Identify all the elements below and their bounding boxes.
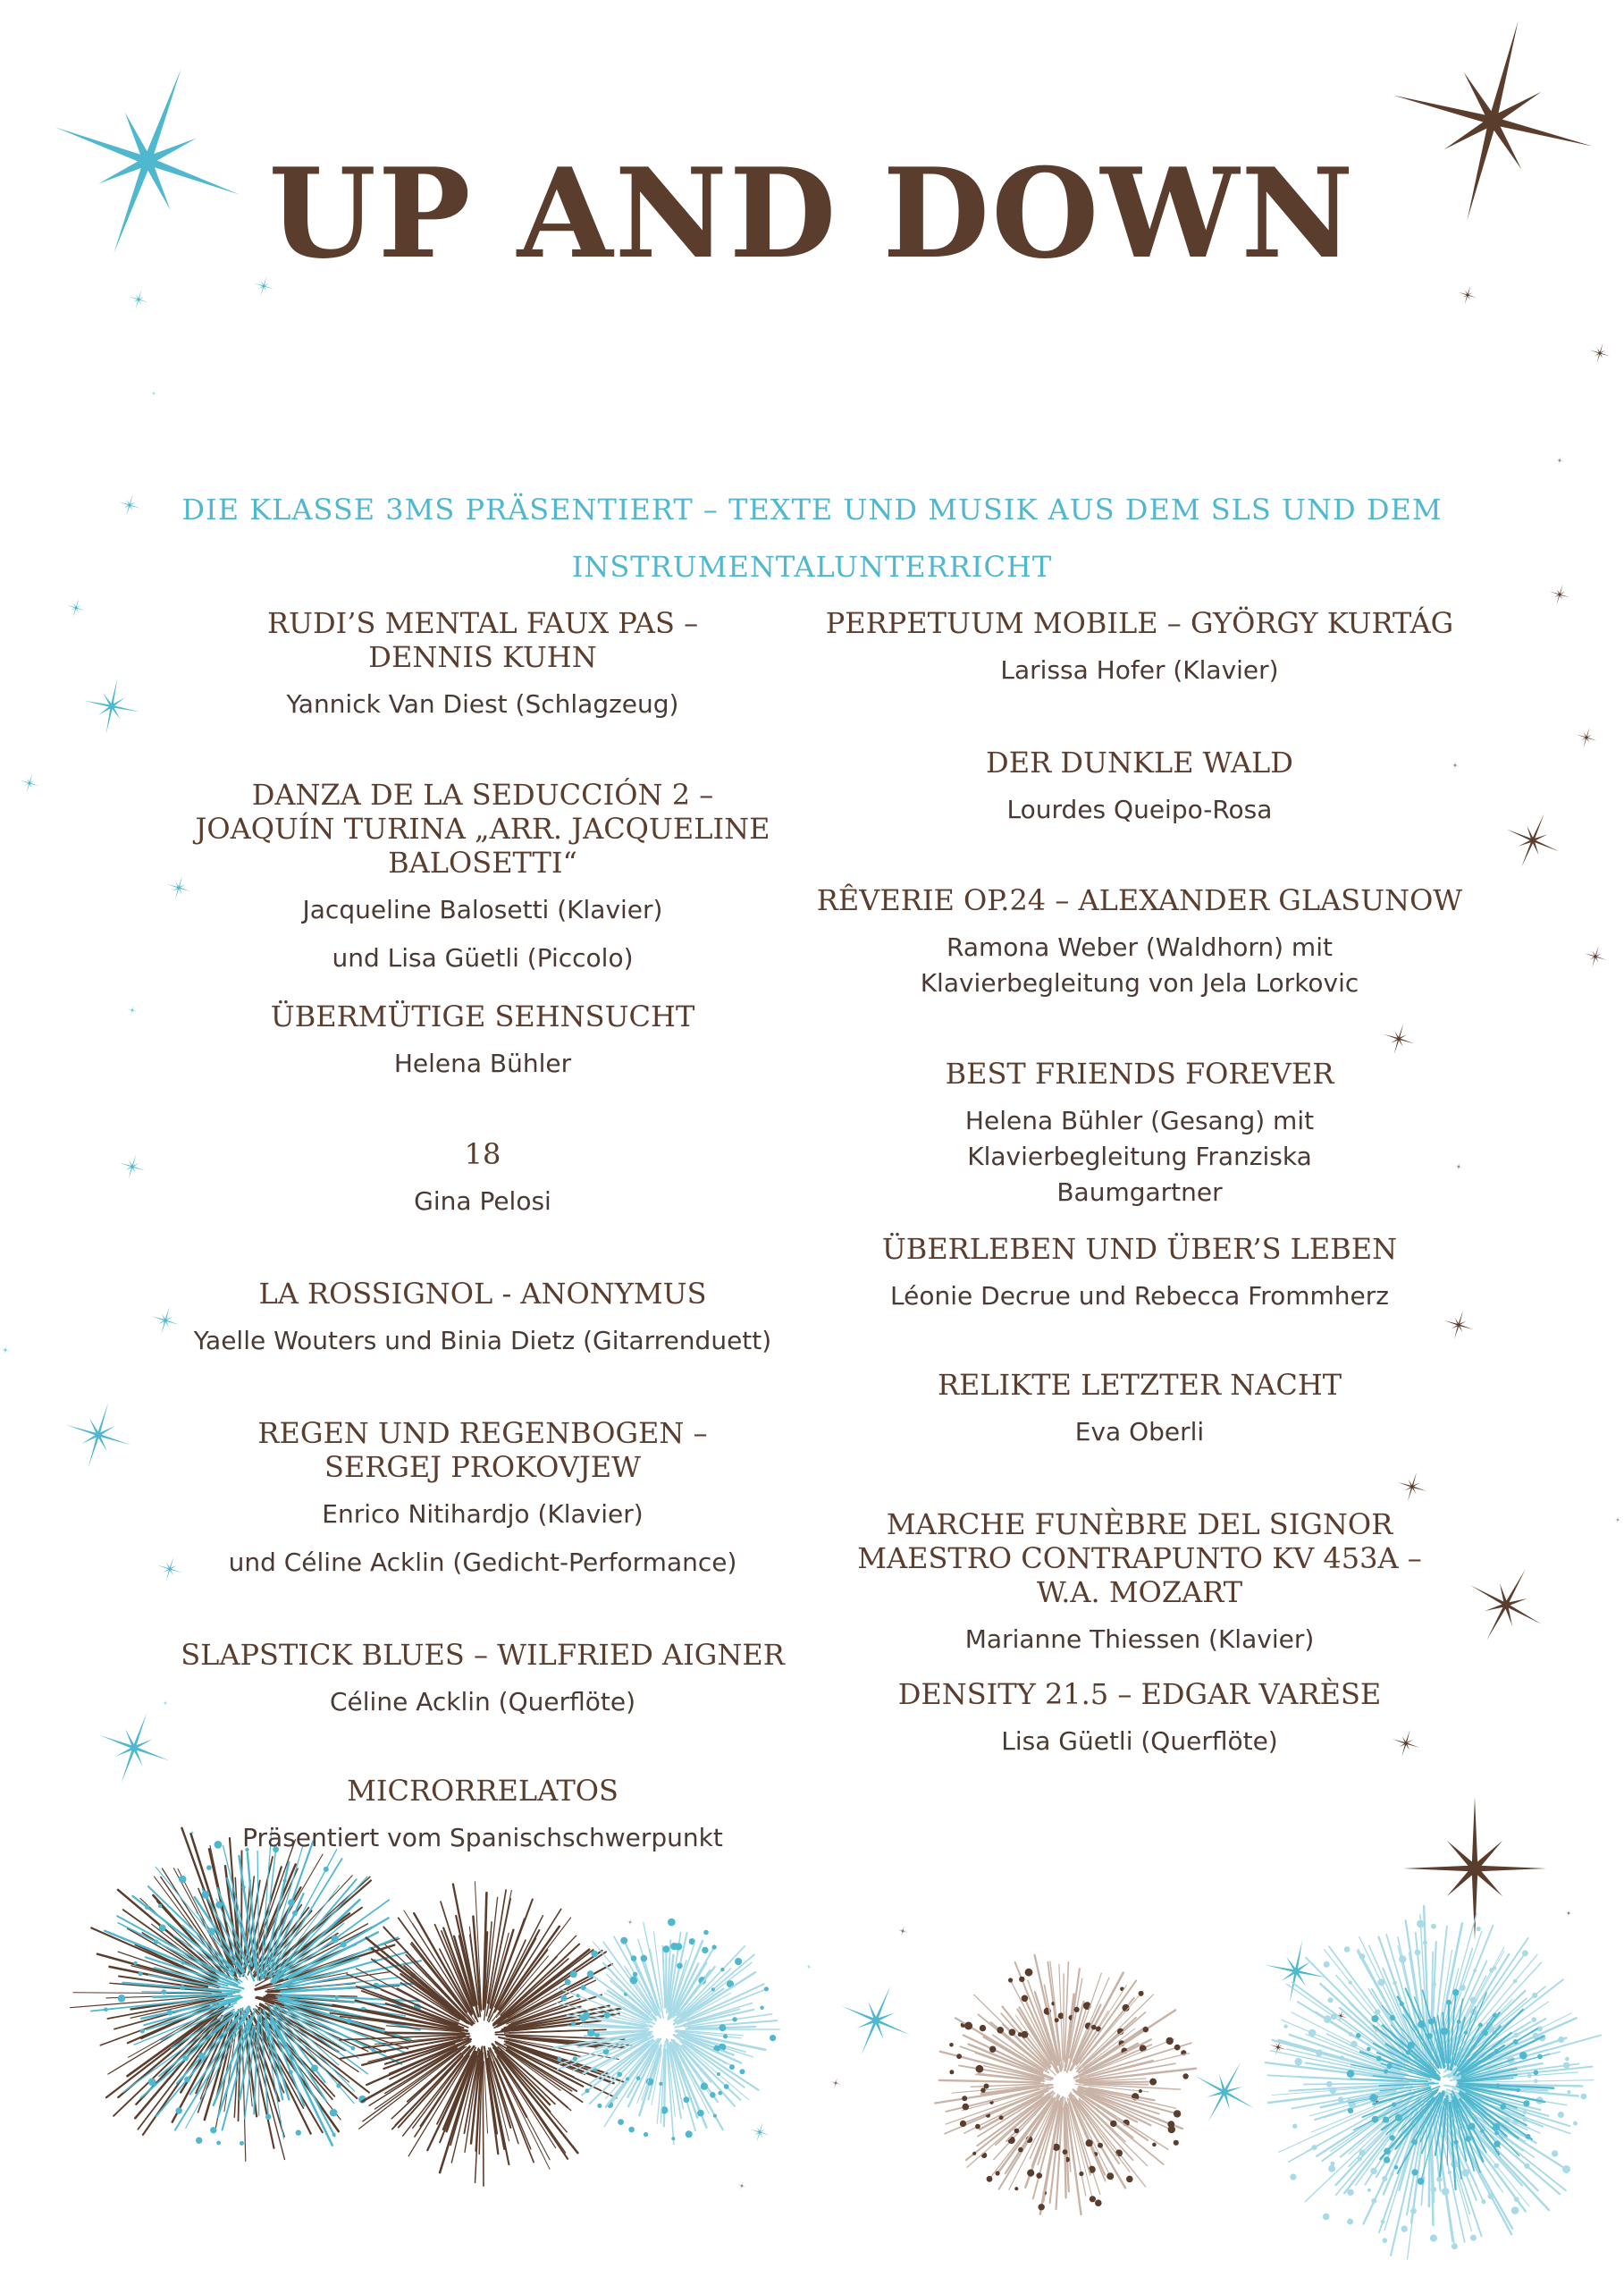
program-item [152,1277,813,1416]
performer-line: und Lisa Güetli (Piccolo) [332,943,634,973]
sparkle-star-icon [1195,2062,1255,2122]
program-left-column [152,606,813,1856]
performer-line: Helena Bühler [393,1049,572,1078]
sparkle-star-icon [1459,286,1477,305]
sparkle-star-icon [897,1926,907,1936]
sparkle-star-icon [127,1005,137,1015]
sparkle-star-icon [737,2181,746,2190]
sparkle-star-icon [750,2122,770,2143]
performer-line: und Céline Acklin (Gedicht-Performance) [228,1548,737,1577]
sparkle-star-icon [1590,343,1611,364]
performer-line: Léonie Decrue und Rebecca Frommherz [890,1281,1389,1311]
firework-burst-icon [935,1955,1196,2214]
sparkle-star-icon [830,2078,840,2087]
performer-line: Lourdes Queipo-Rosa [1006,795,1273,824]
sparkle-star-icon [66,1403,131,1468]
piece-title: ÜBERLEBEN UND ÜBER’S LEBEN [881,1232,1398,1266]
program-item [809,606,1470,746]
sparkle-star-icon [1614,1516,1621,1523]
program-item [152,1774,813,1856]
sparkle-star-icon [627,1919,634,1926]
piece-title: REGEN UND REGENBOGEN – SERGEJ PROKOVJEW [257,1416,708,1484]
sparkle-star-icon [84,679,140,735]
program-item [809,1507,1470,1677]
page-title: UP AND DOWN [268,140,1356,286]
sparkle-star-icon [21,774,39,793]
sparkle-star-icon [1585,946,1607,968]
firework-burst-icon [91,1828,421,2146]
program-item [152,1137,813,1277]
sparkle-star-icon [1550,585,1570,605]
sparkle-star-icon [841,1986,910,2054]
performer-line: Yaelle Wouters und Binia Dietz (Gitarrenduett) [193,1326,772,1355]
piece-title: 18 [464,1137,501,1171]
sparkle-star-icon [1564,1909,1573,1918]
performer-line: Lisa Güetli (Querflöte) [1001,1726,1278,1756]
program-item [152,778,813,999]
performer-line: Ramona Weber (Waldhorn) mit Klavierbegleitung von Jela Lorkovic [920,932,1359,998]
sparkle-star-icon [67,599,86,618]
piece-title: SLAPSTICK BLUES – WILFRIED AIGNER [181,1638,785,1672]
firework-burst-icon [330,1882,631,2186]
program-item [152,1638,813,1774]
program-item [152,1416,813,1638]
performer-line: Helena Bühler (Gesang) mit Klavierbegleitung Franziska Baumgartner [964,1106,1315,1207]
program-item [809,1057,1470,1232]
sparkle-star-icon [120,1154,146,1180]
sparkle-star-icon [1265,1940,1328,2003]
performer-line: Enrico Nitihardjo (Klavier) [322,1499,644,1529]
program-item [809,1368,1470,1507]
program-right-column [809,606,1470,1759]
sparkle-star-icon [150,390,157,397]
performer-line: Larissa Hofer (Klavier) [1000,655,1279,685]
performer-line: Marianne Thiessen (Klavier) [964,1624,1315,1654]
program-item [809,746,1470,883]
program-item [809,1677,1470,1759]
sparkle-star-icon [1577,728,1597,748]
sparkle-star-icon [1555,456,1564,465]
piece-title: RELIKTE LETZTER NACHT [937,1368,1342,1402]
piece-title: ÜBERMÜTIGE SEHNSUCHT [270,999,695,1033]
program-item [809,1232,1470,1368]
piece-title: PERPETUUM MOBILE – GYÖRGY KURTÁG [825,606,1454,640]
program-item [809,883,1470,1057]
performer-line: Céline Acklin (Querflöte) [329,1687,636,1716]
piece-title: DANZA DE LA SEDUCCIÓN 2 – JOAQUÍN TURINA „ARR. JACQUELINE BALOSETTI“ [195,778,770,880]
sparkle-star-icon [129,290,149,310]
program-item [152,606,813,778]
piece-title: DER DUNKLE WALD [986,746,1293,780]
program-item [152,999,813,1137]
sparkle-star-icon [0,1345,10,1354]
piece-title: DENSITY 21.5 – EDGAR VARÈSE [897,1677,1382,1711]
sparkle-star-icon [1471,1570,1542,1640]
performer-line: Präsentiert vom Spanischschwerpunkt [242,1823,723,1852]
piece-title: RUDI’S MENTAL FAUX PAS – DENNIS KUHN [266,606,699,674]
piece-title: MICRORRELATOS [347,1774,618,1808]
sparkle-star-icon [805,1963,812,1970]
piece-title: MARCHE FUNÈBRE DEL SIGNOR MAESTRO CONTRAPUNTO KV 453A – W.A. MOZART [857,1507,1422,1609]
sparkle-star-icon [1507,814,1560,867]
piece-title: LA ROSSIGNOL - ANONYMUS [258,1277,707,1311]
performer-line: Jacqueline Balosetti (Klavier) [302,895,663,924]
piece-title: RÊVERIE OP.24 – ALEXANDER GLASUNOW [816,883,1463,917]
subtitle: DIE KLASSE 3MS PRÄSENTIERT – TEXTE UND MUSIK AUS DEM SLS UND DEM INSTRUMENTALUNTERRICHT [181,493,1443,584]
performer-line: Yannick Van Diest (Schlagzeug) [286,689,679,719]
performer-line: Eva Oberli [1074,1417,1205,1446]
sparkle-star-icon [119,494,141,517]
performer-line: Gina Pelosi [414,1186,551,1216]
piece-title: BEST FRIENDS FOREVER [945,1057,1334,1091]
